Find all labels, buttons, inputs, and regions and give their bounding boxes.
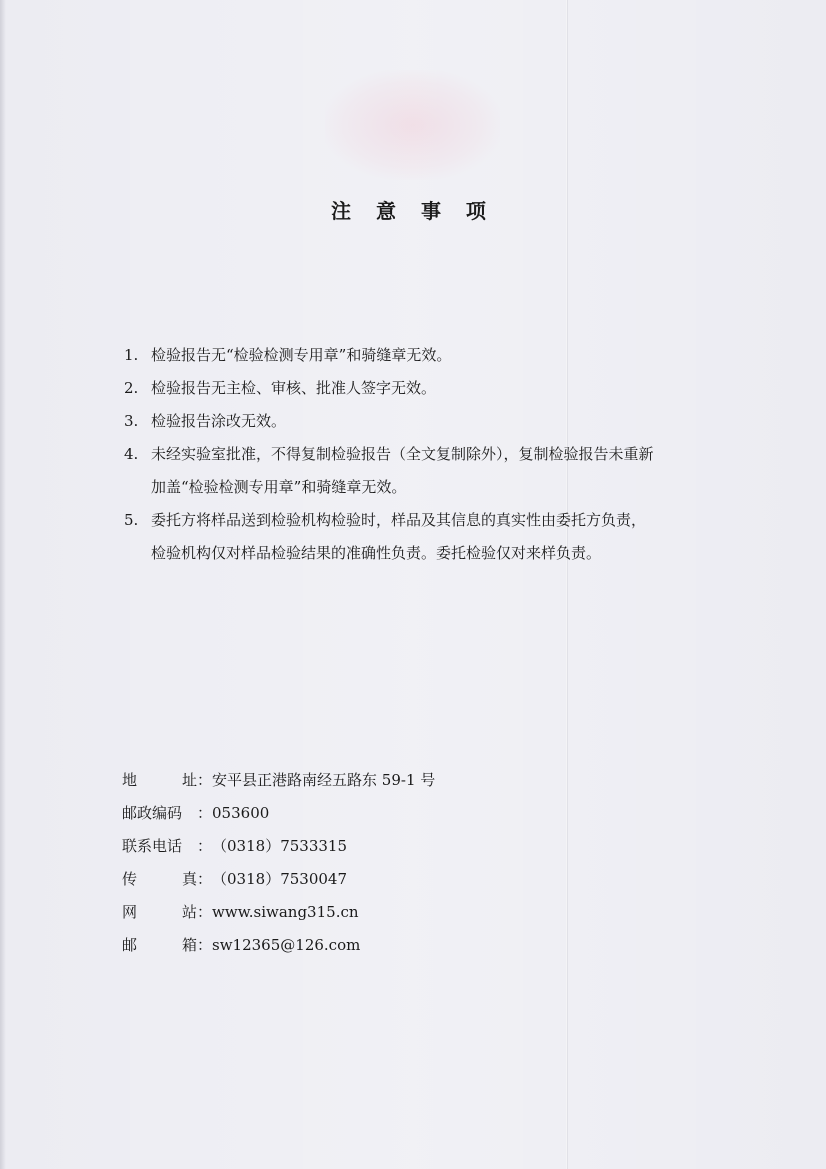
note-item (124, 372, 724, 405)
page-fold-line (566, 0, 568, 1169)
phone-label: 联系电话 (122, 837, 183, 855)
fax-value: （0318）7530047 (212, 870, 347, 888)
address-label-char: 址 (181, 771, 197, 789)
note-number: 2. (124, 379, 139, 397)
note-item (124, 339, 724, 372)
email-value: sw12365@126.com (212, 936, 361, 954)
address-label-char: 地 (122, 771, 138, 789)
page-title: 注 意 事 项 (331, 199, 495, 223)
note-line: 检验机构仅对样品检验结果的准确性负责。委托检验仅对来样负责。 (151, 544, 602, 562)
email-label-char: 箱 (181, 936, 197, 954)
note-item (124, 504, 724, 570)
fax-label-char: 真 (181, 870, 197, 888)
address-label (122, 764, 197, 797)
email-label-char: 邮 (122, 936, 138, 954)
colon: ： (197, 936, 213, 954)
website-label-char: 网 (122, 903, 138, 921)
note-line: 检验报告无主检、审核、批准人签字无效。 (151, 379, 437, 397)
note-number: 4. (124, 445, 139, 463)
fax-label-char: 传 (122, 870, 138, 888)
note-line: 检验报告涂改无效。 (151, 412, 287, 430)
colon: ： (197, 870, 213, 888)
address-value: 安平县正港路南经五路东 59-1 号 (212, 771, 436, 789)
colon: ： (197, 771, 213, 789)
colon: ： (197, 903, 213, 921)
note-line: 委托方将样品送到检验机构检验时，样品及其信息的真实性由委托方负责， (151, 511, 647, 529)
email-row (122, 929, 435, 962)
address-row (122, 764, 435, 797)
website-row (122, 896, 435, 929)
note-line: 加盖“检验检测专用章”和骑缝章无效。 (151, 478, 407, 496)
postcode-value: 053600 (212, 804, 270, 822)
phone-row (122, 830, 435, 863)
email-label (122, 929, 197, 962)
note-number: 3. (124, 412, 139, 430)
page-edge-shadow (0, 0, 6, 1169)
note-line: 未经实验室批准，不得复制检验报告（全文复制除外），复制检验报告未重新 (151, 445, 654, 463)
note-item (124, 438, 724, 504)
website-label (122, 896, 197, 929)
website-label-char: 站 (181, 903, 197, 921)
phone-value: （0318）7533315 (212, 837, 347, 855)
fax-row (122, 863, 435, 896)
notes-list (124, 339, 724, 570)
colon: ： (197, 804, 213, 822)
faded-stamp-mark (325, 70, 500, 180)
postcode-label: 邮政编码 (122, 804, 183, 822)
note-item (124, 405, 724, 438)
note-number: 5. (124, 511, 139, 529)
colon: ： (197, 837, 213, 855)
note-number: 1. (124, 346, 139, 364)
website-value: www.siwang315.cn (212, 903, 359, 921)
note-line: 检验报告无“检验检测专用章”和骑缝章无效。 (151, 346, 452, 364)
fax-label (122, 863, 197, 896)
contact-info (122, 764, 435, 962)
postcode-row (122, 797, 435, 830)
